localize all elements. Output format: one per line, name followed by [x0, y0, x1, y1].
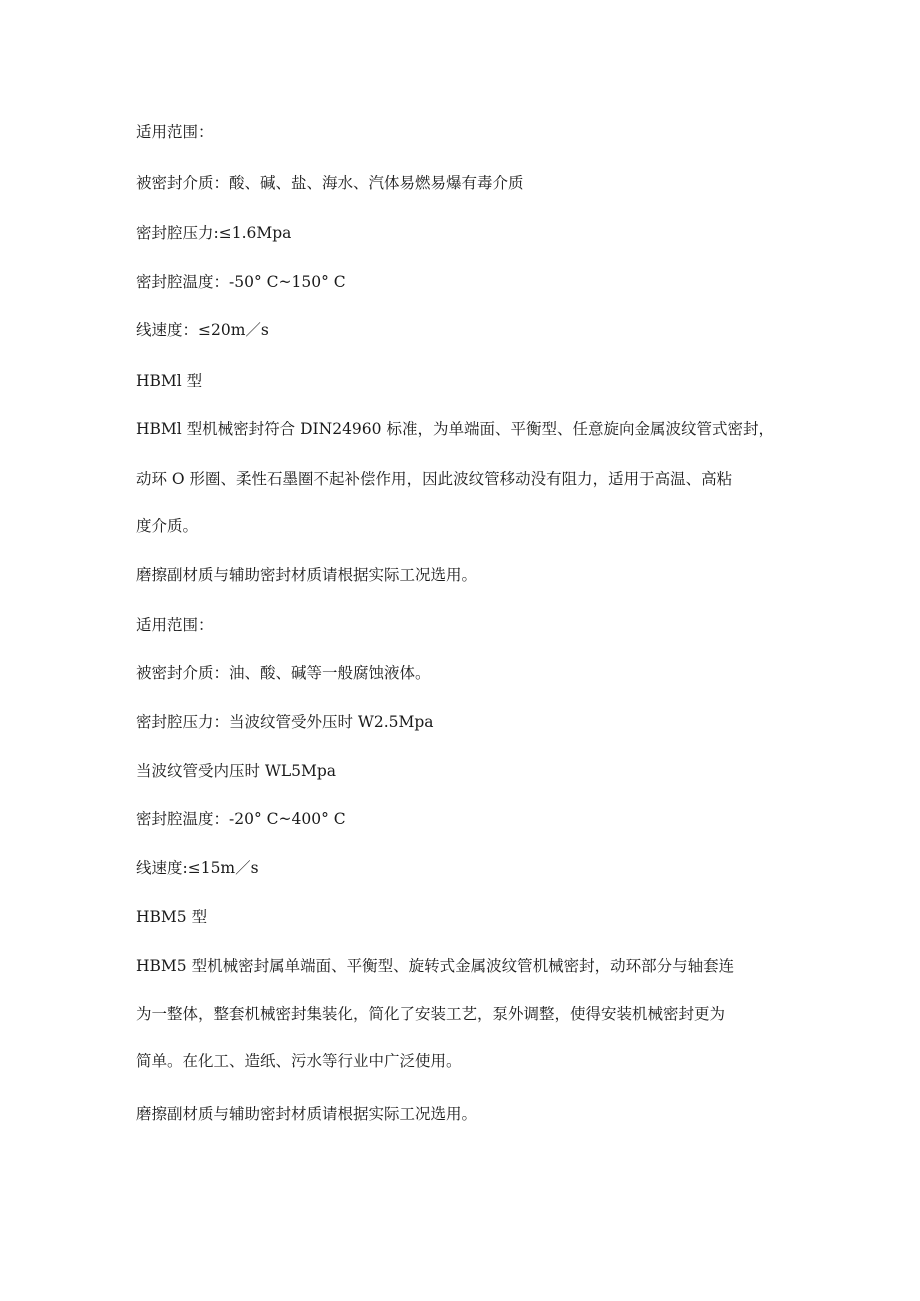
sealed-medium: 被密封介质：酸、碱、盐、海水、汽体易燃易爆有毒介质 [136, 174, 524, 192]
hbm1-desc-line-1: HBMl 型机械密封符合 DIN24960 标准，为单端面、平衡型、任意旋向金属波纹管式密封， [136, 420, 774, 438]
hbm1-sealed-medium: 被密封介质：油、酸、碱等一般腐蚀液体。 [136, 664, 431, 682]
chamber-temperature: 密封腔温度：-50° C~150° C [136, 273, 346, 291]
hbm5-desc-line-3: 简单。在化工、造纸、污水等行业中广泛使用。 [136, 1052, 462, 1070]
hbm1-desc-line-3: 度介质。 [136, 517, 199, 535]
hbm1-title: HBMl 型 [136, 372, 203, 390]
hbm1-desc-line-2: 动环 O 形圈、柔性石墨圈不起补偿作用，因此波纹管移动没有阻力，适用于高温、高粘 [136, 470, 733, 488]
hbm1-material-note: 磨擦副材质与辅助密封材质请根据实际工况选用。 [136, 566, 478, 584]
scope-title: 适用范围： [136, 123, 214, 141]
hbm1-temperature: 密封腔温度：-20° C~400° C [136, 810, 346, 828]
hbm5-material-note: 磨擦副材质与辅助密封材质请根据实际工况选用。 [136, 1105, 478, 1123]
chamber-pressure: 密封腔压力:≤1.6Mpa [136, 224, 292, 242]
hbm1-pressure-inner: 当波纹管受内压时 WL5Mpa [136, 762, 337, 780]
hbm1-scope-title: 适用范围： [136, 616, 214, 634]
hbm5-desc-line-2: 为一整体，整套机械密封集装化，简化了安装工艺，泵外调整，使得安装机械密封更为 [136, 1005, 726, 1023]
hbm1-pressure-outer: 密封腔压力：当波纹管受外压时 W2.5Mpa [136, 713, 434, 731]
linear-speed: 线速度：≤20m／s [136, 321, 269, 339]
hbm5-desc-line-1: HBM5 型机械密封属单端面、平衡型、旋转式金属波纹管机械密封，动环部分与轴套连 [136, 957, 735, 975]
hbm1-linear-speed: 线速度:≤15m／s [136, 859, 259, 877]
hbm5-title: HBM5 型 [136, 908, 208, 926]
